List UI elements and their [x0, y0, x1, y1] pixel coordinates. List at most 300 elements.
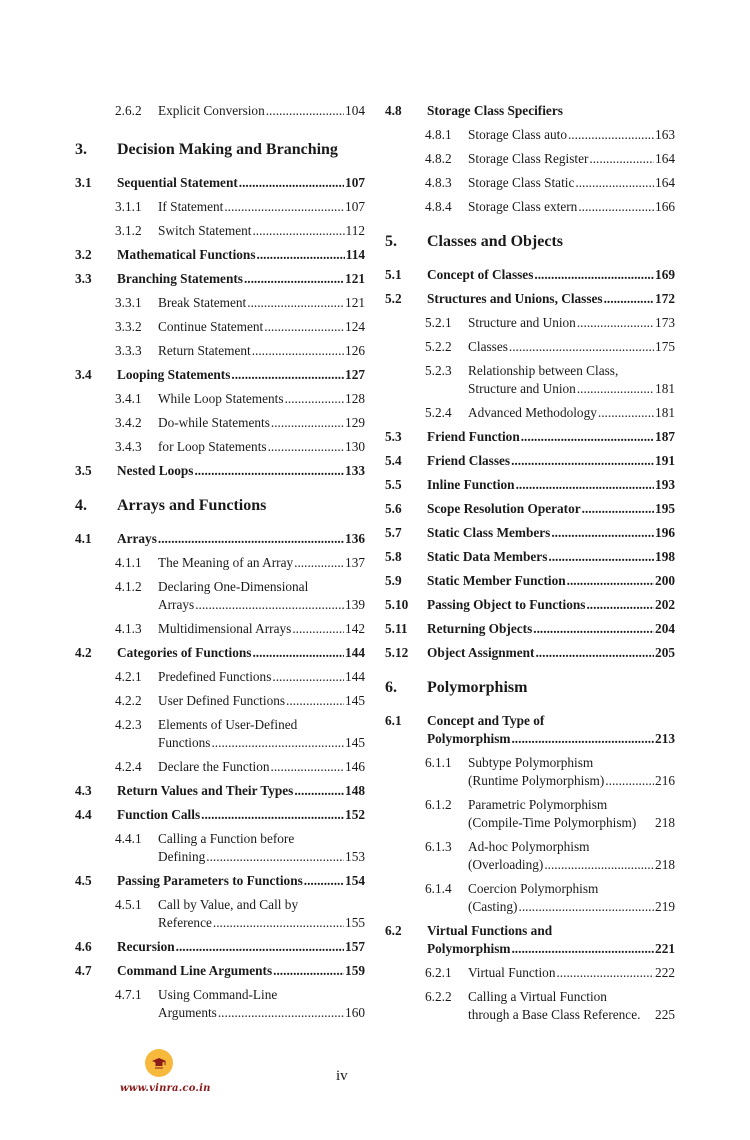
- entry-title: Arrays: [117, 531, 157, 546]
- entry-number: 5.2: [385, 291, 402, 306]
- entry-number: 4.1.2: [115, 579, 142, 594]
- website-link[interactable]: www.vinra.co.in: [120, 1083, 211, 1094]
- entry-number: 3.1: [75, 175, 92, 190]
- chapter-4-entries: [75, 530, 365, 1022]
- entry-number: 6.1.4: [425, 881, 452, 896]
- leader-dots: [575, 174, 654, 192]
- entry-title: Storage Class Register: [468, 151, 589, 166]
- entry-page: 154: [345, 873, 365, 888]
- entry-page: 221: [655, 941, 675, 956]
- leader-dots: [511, 452, 654, 470]
- entry-number: 4.5: [75, 873, 92, 888]
- entry-number: 5.1: [385, 267, 402, 282]
- leader-dots: [533, 620, 654, 638]
- entry-title-line1: Parametric Polymorphism: [468, 797, 608, 812]
- leader-dots: [534, 266, 654, 284]
- entry-number: 4.7.1: [115, 987, 142, 1002]
- entry-title-line1: Calling a Virtual Function: [468, 989, 607, 1004]
- entry-number: 6.2.1: [425, 965, 452, 980]
- toc-entry[interactable]: [75, 986, 365, 1022]
- leader-dots: [556, 964, 654, 982]
- entry-title: Functions: [158, 735, 211, 750]
- leader-dots: [286, 692, 344, 710]
- toc-entry[interactable]: [75, 294, 365, 312]
- leader-dots: [218, 1004, 344, 1022]
- entry-number: 4.4.1: [115, 831, 142, 846]
- leader-dots: [244, 270, 344, 288]
- entry-title: Structure and Union: [468, 381, 576, 396]
- toc-entry[interactable]: [385, 500, 675, 518]
- entry-page: 219: [655, 899, 675, 914]
- entry-number: 6.1.2: [425, 797, 452, 812]
- leader-dots: [294, 782, 344, 800]
- entry-page: 104: [345, 103, 365, 118]
- toc-entry[interactable]: [75, 692, 365, 710]
- entry-number: 3.3.1: [115, 295, 142, 310]
- toc-entry[interactable]: [75, 554, 365, 572]
- toc-entry[interactable]: [75, 366, 365, 384]
- entry-title: Break Statement: [158, 295, 247, 310]
- entry-title: Inline Function: [427, 477, 515, 492]
- entry-number: 3.4.2: [115, 415, 142, 430]
- entry-title: User Defined Functions: [158, 693, 286, 708]
- leader-dots: [521, 428, 654, 446]
- entry-number: 5.12: [385, 645, 409, 660]
- entry-title: Arrays: [158, 597, 195, 612]
- toc-entry[interactable]: [385, 452, 675, 470]
- entry-number: 5.2.1: [425, 315, 452, 330]
- entry-number: 4.1.3: [115, 621, 142, 636]
- entry-title-line1: Coercion Polymorphism: [468, 881, 599, 896]
- entry-title: Polymorphism: [427, 731, 511, 746]
- entry-title: (Runtime Polymorphism): [468, 773, 605, 788]
- toc-entry[interactable]: [385, 362, 675, 398]
- leader-dots: [176, 938, 344, 956]
- entry-page: 126: [345, 343, 365, 358]
- entry-title: Static Member Function: [427, 573, 566, 588]
- leader-dots: [292, 620, 344, 638]
- toc-entry[interactable]: [75, 246, 365, 264]
- leader-dots: [224, 198, 344, 216]
- entry-title-line1: Virtual Functions and: [427, 923, 553, 938]
- toc-entry[interactable]: [385, 404, 675, 422]
- entry-page: 181: [655, 405, 675, 420]
- entry-page: 218: [655, 857, 675, 872]
- leader-dots: [257, 246, 345, 264]
- toc-entry[interactable]: [385, 988, 675, 1024]
- leader-dots: [548, 548, 654, 566]
- toc-entry[interactable]: [385, 596, 675, 614]
- toc-entry[interactable]: [75, 644, 365, 662]
- chapter-5-entries: [385, 266, 675, 662]
- entry-title-line1: Ad-hoc Polymorphism: [468, 839, 590, 854]
- entry-title: (Compile-Time Polymorphism): [468, 815, 637, 830]
- toc-entry[interactable]: [385, 266, 675, 284]
- entry-page: 163: [655, 127, 675, 142]
- entry-page: 191: [655, 453, 675, 468]
- leader-dots: [273, 962, 344, 980]
- entry-page: 225: [655, 1007, 675, 1022]
- toc-entry[interactable]: [385, 838, 675, 874]
- entry-number: 4.3: [75, 783, 92, 798]
- toc-entry[interactable]: [75, 318, 365, 336]
- entry-page: 159: [345, 963, 365, 978]
- entry-page: 181: [655, 381, 675, 396]
- entry-number: 6.1: [385, 713, 402, 728]
- entry-title: Static Class Members: [427, 525, 551, 540]
- chapter-3-entries: [75, 174, 365, 480]
- entry-number: 5.2.3: [425, 363, 452, 378]
- entry-title: Passing Parameters to Functions: [117, 873, 303, 888]
- entry-title: Arguments: [158, 1005, 217, 1020]
- toc-entry[interactable]: [385, 198, 675, 216]
- toc-entry[interactable]: [75, 758, 365, 776]
- entry-number: 4.2.1: [115, 669, 142, 684]
- chapter-6-entries: [385, 712, 675, 1024]
- entry-title: Storage Class auto: [468, 127, 567, 142]
- entry-title: Categories of Functions: [117, 645, 252, 660]
- entry-title: Explicit Conversion: [158, 103, 265, 118]
- graduation-cap-icon: [145, 1049, 173, 1077]
- leader-dots: [511, 730, 654, 748]
- entry-title: Do-while Statements: [158, 415, 270, 430]
- toc-entry[interactable]: [385, 548, 675, 566]
- chapter-number: 3.: [75, 141, 87, 158]
- toc-entry[interactable]: [75, 872, 365, 890]
- leader-dots: [231, 366, 344, 384]
- entry-title: Function Calls: [117, 807, 201, 822]
- entry-title: Passing Object to Functions: [427, 597, 586, 612]
- chapter-heading[interactable]: [75, 140, 365, 160]
- toc-entry[interactable]: [75, 222, 365, 240]
- toc-entry[interactable]: [75, 962, 365, 980]
- entry-page: 107: [345, 175, 365, 190]
- entry-title-line1: Using Command-Line: [158, 987, 278, 1002]
- toc-entry[interactable]: [385, 922, 675, 958]
- entry-number: 3.4.1: [115, 391, 142, 406]
- leader-dots: [239, 174, 344, 192]
- entry-title: Advanced Methodology: [468, 405, 597, 420]
- entry-title: Looping Statements: [117, 367, 231, 382]
- entry-title: Multidimensional Arrays: [158, 621, 292, 636]
- leader-dots: [304, 872, 344, 890]
- entry-page: 148: [345, 783, 365, 798]
- leader-dots: [605, 772, 654, 790]
- leader-dots: [271, 758, 345, 776]
- toc-entry[interactable]: [385, 796, 675, 832]
- toc-entry[interactable]: [75, 414, 365, 432]
- toc-entry[interactable]: [385, 964, 675, 982]
- toc-entry[interactable]: [75, 806, 365, 824]
- toc-entry[interactable]: [75, 102, 365, 120]
- toc-entry[interactable]: [75, 578, 365, 614]
- entry-title: Structure and Union: [468, 315, 576, 330]
- chapter-title: Polymorphism: [427, 679, 528, 696]
- toc-entry[interactable]: [75, 438, 365, 456]
- toc-entry[interactable]: [75, 782, 365, 800]
- entry-number: 3.2: [75, 247, 92, 262]
- toc-entry[interactable]: [75, 896, 365, 932]
- leader-dots: [577, 314, 654, 332]
- entry-title: Branching Statements: [117, 271, 243, 286]
- entry-page: 187: [655, 429, 675, 444]
- entry-title: through a Base Class Reference.: [468, 1007, 641, 1022]
- entry-number: 3.5: [75, 463, 92, 478]
- entry-title: Continue Statement: [158, 319, 264, 334]
- leader-dots: [582, 500, 654, 518]
- entry-title-line1: Declaring One-Dimensional: [158, 579, 309, 594]
- leader-dots: [201, 806, 344, 824]
- toc-entry[interactable]: [385, 644, 675, 662]
- chapter-title: Arrays and Functions: [117, 497, 267, 514]
- entry-number: 5.7: [385, 525, 402, 540]
- entry-title: While Loop Statements: [158, 391, 284, 406]
- entry-title: The Meaning of an Array: [158, 555, 294, 570]
- leader-dots: [551, 524, 654, 542]
- entry-page: 145: [345, 693, 365, 708]
- leader-dots: [577, 380, 654, 398]
- entry-page: 193: [655, 477, 675, 492]
- entry-number: 5.8: [385, 549, 402, 564]
- leader-dots: [266, 102, 344, 120]
- toc-entry[interactable]: [75, 390, 365, 408]
- leader-dots: [604, 290, 654, 308]
- leader-dots: [247, 294, 344, 312]
- leader-dots: [252, 342, 344, 360]
- toc-entry[interactable]: [75, 174, 365, 192]
- toc-entry[interactable]: [385, 476, 675, 494]
- entry-page: 195: [655, 501, 675, 516]
- entry-title: Virtual Function: [468, 965, 556, 980]
- entry-number: 6.2: [385, 923, 402, 938]
- entry-page: 130: [345, 439, 365, 454]
- entry-title: If Statement: [158, 199, 224, 214]
- leader-dots: [271, 414, 344, 432]
- entry-number: 4.8.4: [425, 199, 452, 214]
- entry-page: 204: [655, 621, 675, 636]
- entry-number: 4.8.1: [425, 127, 452, 142]
- toc-entry[interactable]: [385, 338, 675, 356]
- entry-title: (Overloading): [468, 857, 544, 872]
- entry-number: 5.3: [385, 429, 402, 444]
- toc-entry[interactable]: [75, 938, 365, 956]
- entry-number: 4.5.1: [115, 897, 142, 912]
- entry-title: for Loop Statements: [158, 439, 267, 454]
- entry-page: 218: [655, 815, 675, 830]
- toc-entry[interactable]: [385, 754, 675, 790]
- toc-entry[interactable]: [75, 620, 365, 638]
- chapter-title: Classes and Objects: [427, 233, 564, 250]
- toc-entry[interactable]: [385, 572, 675, 590]
- entry-page: 121: [345, 295, 365, 310]
- entry-title: Defining: [158, 849, 206, 864]
- entry-title: Classes: [468, 339, 508, 354]
- entry-page: 124: [345, 319, 365, 334]
- toc-entry[interactable]: [75, 270, 365, 288]
- entry-number: 6.1.3: [425, 839, 452, 854]
- leader-dots: [589, 150, 654, 168]
- entry-page: 202: [655, 597, 675, 612]
- toc-entry[interactable]: [385, 524, 675, 542]
- entry-title: Return Values and Their Types: [117, 783, 294, 798]
- leader-dots: [264, 318, 344, 336]
- entry-page: 200: [655, 573, 675, 588]
- toc-entry[interactable]: [75, 530, 365, 548]
- entry-number: 2.6.2: [115, 103, 142, 118]
- entry-number: 4.2.3: [115, 717, 142, 732]
- entry-page: 112: [345, 223, 365, 238]
- toc-entry[interactable]: [75, 342, 365, 360]
- leader-dots: [567, 572, 654, 590]
- leader-dots: [568, 126, 654, 144]
- entry-page: 128: [345, 391, 365, 406]
- entry-number: 5.11: [385, 621, 408, 636]
- entry-page: 157: [345, 939, 365, 954]
- entry-title: Declare the Function: [158, 759, 270, 774]
- entry-number: 4.8: [385, 103, 402, 118]
- chapter-heading[interactable]: [75, 496, 365, 516]
- leader-dots: [272, 668, 344, 686]
- entry-title: Polymorphism: [427, 941, 511, 956]
- entry-title: Nested Loops: [117, 463, 194, 478]
- entry-number: 5.6: [385, 501, 402, 516]
- leader-dots: [511, 940, 654, 958]
- entry-page: 216: [655, 773, 675, 788]
- entry-page: 166: [655, 199, 675, 214]
- entry-title: (Casting): [468, 899, 518, 914]
- entry-number: 4.2: [75, 645, 92, 660]
- toc-entry[interactable]: [75, 716, 365, 752]
- entry-page: 155: [345, 915, 365, 930]
- entry-number: 5.2.2: [425, 339, 452, 354]
- entry-page: 175: [655, 339, 675, 354]
- entry-page: 172: [655, 291, 675, 306]
- entry-page: 133: [345, 463, 365, 478]
- toc-right-column: [385, 102, 675, 1030]
- entry-title-line1: Call by Value, and Call by: [158, 897, 299, 912]
- toc-entry[interactable]: [385, 620, 675, 638]
- entry-page: 169: [655, 267, 675, 282]
- toc-entry[interactable]: [385, 290, 675, 308]
- entry-title: Scope Resolution Operator: [427, 501, 581, 516]
- entry-page: 164: [655, 151, 675, 166]
- entry-title: Friend Classes: [427, 453, 511, 468]
- entry-title: Command Line Arguments: [117, 963, 273, 978]
- page-number: iv: [336, 1068, 348, 1084]
- entry-number: 4.6: [75, 939, 92, 954]
- entry-number: 6.1.1: [425, 755, 452, 770]
- entry-title: Return Statement: [158, 343, 251, 358]
- leader-dots: [285, 390, 344, 408]
- leader-dots: [211, 734, 344, 752]
- entry-title-line1: Concept and Type of: [427, 713, 545, 728]
- toc-entry[interactable]: [75, 462, 365, 480]
- entry-title: Concept of Classes: [427, 267, 534, 282]
- toc-entry[interactable]: [385, 126, 675, 144]
- entry-page: 142: [345, 621, 365, 636]
- entry-number: 3.3.3: [115, 343, 142, 358]
- entry-page: 144: [345, 645, 365, 660]
- toc-entry[interactable]: [75, 198, 365, 216]
- entry-page: 153: [345, 849, 365, 864]
- entry-page: 107: [345, 199, 365, 214]
- entry-page: 198: [655, 549, 675, 564]
- entry-number: 6.2.2: [425, 989, 452, 1004]
- leader-dots: [519, 898, 655, 916]
- leader-dots: [535, 644, 654, 662]
- section-4-8-entries: [385, 126, 675, 216]
- leader-dots: [194, 462, 344, 480]
- entry-page: 205: [655, 645, 675, 660]
- entry-page: 145: [345, 735, 365, 750]
- toc-entry[interactable]: [385, 314, 675, 332]
- entry-title: Structures and Unions, Classes: [427, 291, 603, 306]
- entry-number: 4.2.2: [115, 693, 142, 708]
- entry-title: Recursion: [117, 939, 175, 954]
- entry-title: Predefined Functions: [158, 669, 272, 684]
- toc-left-column: [75, 102, 365, 1028]
- leader-dots: [578, 198, 654, 216]
- entry-title: Returning Objects: [427, 621, 533, 636]
- toc-entry[interactable]: [385, 880, 675, 916]
- leader-dots: [195, 596, 344, 614]
- entry-number: 4.1: [75, 531, 92, 546]
- entry-number: 5.2.4: [425, 405, 452, 420]
- chapter-title: Decision Making and Branching: [117, 141, 338, 158]
- entry-title: Sequential Statement: [117, 175, 238, 190]
- entry-page: 160: [345, 1005, 365, 1020]
- entry-page: 129: [345, 415, 365, 430]
- chapter-number: 6.: [385, 679, 397, 696]
- entry-title: Storage Class Static: [468, 175, 575, 190]
- toc-entry[interactable]: [385, 174, 675, 192]
- leader-dots: [586, 596, 654, 614]
- entry-title: Reference: [158, 915, 212, 930]
- entry-title: Switch Statement: [158, 223, 252, 238]
- toc-entry[interactable]: [385, 712, 675, 748]
- entry-title: Static Data Members: [427, 549, 548, 564]
- entry-number: 3.4.3: [115, 439, 142, 454]
- toc-entry[interactable]: [75, 830, 365, 866]
- entry-number: 3.1.1: [115, 199, 142, 214]
- entry-page: 139: [345, 597, 365, 612]
- entry-number: 4.4: [75, 807, 92, 822]
- toc-entry[interactable]: [385, 102, 675, 120]
- entry-title: Mathematical Functions: [117, 247, 256, 262]
- leader-dots: [158, 530, 344, 548]
- entry-title: Friend Function: [427, 429, 520, 444]
- entry-title: Storage Class extern: [468, 199, 578, 214]
- toc-entry[interactable]: [385, 150, 675, 168]
- entry-page: 196: [655, 525, 675, 540]
- entry-title: Storage Class Specifiers: [427, 103, 563, 118]
- chapter-heading[interactable]: [385, 678, 675, 698]
- leader-dots: [252, 222, 344, 240]
- toc-entry[interactable]: [75, 668, 365, 686]
- entry-number: 5.5: [385, 477, 402, 492]
- entry-page: 213: [655, 731, 675, 746]
- entry-page: 127: [345, 367, 365, 382]
- entry-title-line1: Calling a Function before: [158, 831, 295, 846]
- leader-dots: [252, 644, 344, 662]
- toc-entry[interactable]: [385, 428, 675, 446]
- entry-page: 164: [655, 175, 675, 190]
- leader-dots: [294, 554, 344, 572]
- chapter-heading[interactable]: [385, 232, 675, 252]
- entry-number: 3.3.2: [115, 319, 142, 334]
- leader-dots: [213, 914, 344, 932]
- entry-page: 114: [345, 247, 365, 262]
